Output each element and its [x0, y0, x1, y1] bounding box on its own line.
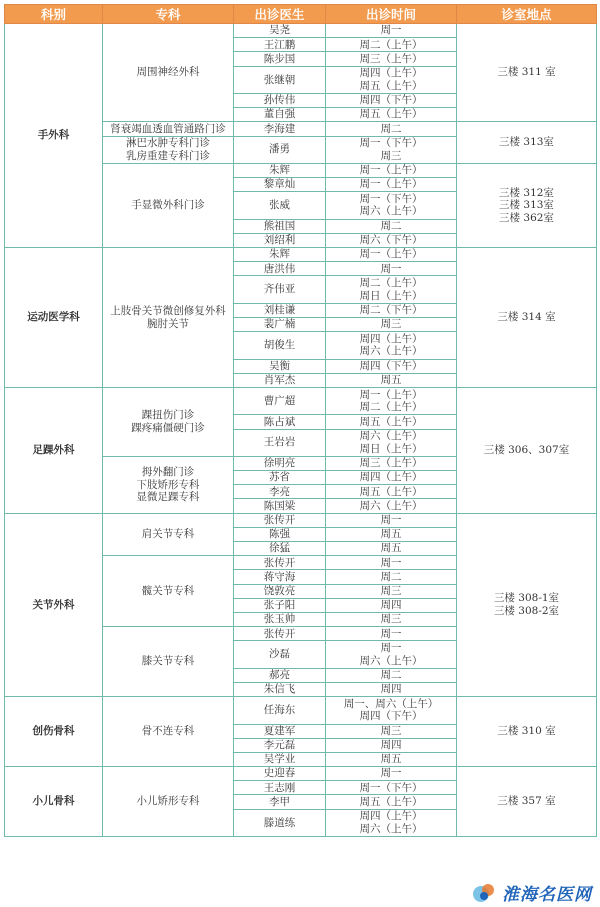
time-cell: [326, 248, 457, 262]
doctor-cell: 徐明亮: [234, 456, 326, 470]
text-line: 周三（上午）: [359, 52, 423, 65]
department-cell: 足踝外科: [5, 387, 103, 513]
text-line: 周一: [380, 627, 402, 640]
text-line: 周三: [380, 149, 402, 162]
time-cell: [326, 38, 457, 52]
text-line: 周二（上午）: [359, 401, 423, 414]
text-line: 周四（上午）: [359, 810, 423, 823]
specialty-cell: [103, 697, 234, 767]
time-cell: [326, 415, 457, 429]
time-cell: [326, 697, 457, 724]
doctor-cell: 夏建军: [234, 724, 326, 738]
specialty-cell: [103, 456, 234, 513]
room-cell: [457, 387, 597, 513]
doctor-cell: 肖军杰: [234, 373, 326, 387]
text-line: 周五（上午）: [359, 795, 423, 808]
time-cell: [326, 556, 457, 570]
table-row: [5, 697, 597, 724]
doctor-cell: 李海建: [234, 122, 326, 136]
doctor-cell: 潘勇: [234, 136, 326, 163]
doctor-cell: 刘桂谦: [234, 303, 326, 317]
doctor-cell: 陈强: [234, 527, 326, 541]
room-cell: [457, 163, 597, 247]
text-line: 周一: [380, 24, 402, 37]
room-cell: [457, 122, 597, 164]
text-line: 周五（上午）: [359, 108, 423, 121]
doctor-cell: 王志刚: [234, 781, 326, 795]
specialty-cell: [103, 513, 234, 556]
text-line: 三楼 306、307室: [483, 444, 570, 457]
text-line: 周六（上午）: [359, 205, 423, 218]
table-row: [5, 767, 597, 781]
text-line: 周四: [380, 599, 402, 612]
text-line: 周一: [380, 556, 402, 569]
header-room: 诊室地点: [457, 5, 597, 24]
time-cell: [326, 332, 457, 359]
text-line: 腕肘关节: [147, 317, 189, 330]
header-doctor: 出诊医生: [234, 5, 326, 24]
doctor-cell: 朱辉: [234, 248, 326, 262]
text-line: 周六（上午）: [359, 654, 423, 667]
text-line: 周三: [380, 613, 402, 626]
doctor-cell: 唐洪伟: [234, 262, 326, 276]
text-line: 周六（上午）: [359, 822, 423, 835]
text-line: 周五: [380, 542, 402, 555]
text-line: 周六（上午）: [359, 345, 423, 358]
doctor-cell: 朱辉: [234, 163, 326, 177]
doctor-cell: 史迎春: [234, 767, 326, 781]
doctor-cell: 刘绍利: [234, 233, 326, 247]
time-cell: [326, 627, 457, 641]
text-line: 周围神经外科: [136, 66, 200, 79]
time-cell: [326, 584, 457, 598]
schedule-body: [5, 24, 597, 837]
time-cell: [326, 767, 457, 781]
time-cell: [326, 471, 457, 485]
time-cell: [326, 668, 457, 682]
text-line: 周四（下午）: [359, 710, 423, 723]
time-cell: [326, 178, 457, 192]
doctor-cell: 裴广楠: [234, 318, 326, 332]
time-cell: [326, 612, 457, 626]
text-line: 踝疼痛僵硬门诊: [131, 421, 205, 434]
header-department: 科别: [5, 5, 103, 24]
text-line: 周六（下午）: [359, 234, 423, 247]
header-row: [5, 5, 597, 24]
text-line: 周日（上午）: [359, 289, 423, 302]
time-cell: [326, 136, 457, 163]
specialty-cell: [103, 163, 234, 247]
text-line: 周一: [380, 767, 402, 780]
time-cell: [326, 192, 457, 219]
text-line: 周二（下午）: [359, 304, 423, 317]
text-line: 周一（上午）: [359, 248, 423, 261]
doctor-cell: 胡俊生: [234, 332, 326, 359]
doctor-cell: 滕道练: [234, 809, 326, 836]
text-line: 周一: [380, 642, 402, 655]
text-line: 周六（上午）: [359, 430, 423, 443]
text-line: 周二: [380, 220, 402, 233]
text-line: 周六（上午）: [359, 499, 423, 512]
text-line: 周二（上午）: [359, 38, 423, 51]
text-line: 周五: [380, 374, 402, 387]
text-line: 周五: [380, 753, 402, 766]
text-line: 踝扭伤门诊: [141, 409, 195, 422]
doctor-cell: 朱信飞: [234, 682, 326, 696]
time-cell: [326, 752, 457, 766]
time-cell: [326, 108, 457, 122]
text-line: 三楼 313室: [499, 136, 554, 149]
department-cell: 运动医学科: [5, 248, 103, 388]
time-cell: [326, 276, 457, 303]
text-line: 周一（上午）: [359, 164, 423, 177]
text-line: 周一（上午）: [359, 388, 423, 401]
time-cell: [326, 485, 457, 499]
department-cell: 关节外科: [5, 513, 103, 696]
time-cell: [326, 809, 457, 836]
doctor-cell: 齐伟亚: [234, 276, 326, 303]
time-cell: [326, 24, 457, 38]
time-cell: [326, 499, 457, 513]
doctor-cell: 陈国梁: [234, 499, 326, 513]
specialty-cell: [103, 387, 234, 456]
text-line: 周一（下午）: [359, 137, 423, 150]
doctor-cell: 张子阳: [234, 598, 326, 612]
watermark-text: 淮海名医网: [502, 884, 592, 905]
room-cell: [457, 24, 597, 122]
doctor-cell: 沙磊: [234, 641, 326, 668]
time-cell: [326, 513, 457, 527]
text-line: 三楼 314 室: [497, 311, 556, 324]
doctor-cell: 王岩岩: [234, 429, 326, 456]
time-cell: [326, 795, 457, 809]
doctor-cell: 徐猛: [234, 542, 326, 556]
doctor-cell: 黎章灿: [234, 178, 326, 192]
text-line: 周四: [380, 683, 402, 696]
time-cell: [326, 163, 457, 177]
specialty-cell: [103, 767, 234, 837]
room-cell: [457, 513, 597, 696]
text-line: 肾衰竭血透血管通路门诊: [110, 122, 226, 135]
doctor-cell: 张传开: [234, 627, 326, 641]
text-line: 三楼 313室: [499, 199, 554, 212]
doctor-cell: 张传开: [234, 556, 326, 570]
text-line: 周五: [380, 528, 402, 541]
text-line: 髋关节专科: [141, 584, 195, 597]
doctor-cell: 陈步国: [234, 52, 326, 66]
text-line: 显微足踝专科: [136, 491, 200, 504]
doctor-cell: 曹广超: [234, 387, 326, 414]
text-line: 三楼 311 室: [497, 66, 556, 79]
text-line: 周日（上午）: [359, 442, 423, 455]
text-line: 三楼 310 室: [497, 725, 556, 738]
table-row: [5, 387, 597, 414]
time-cell: [326, 781, 457, 795]
text-line: 手显微外科门诊: [131, 199, 205, 212]
text-line: 三楼 362室: [499, 211, 554, 224]
doctor-cell: 李亮: [234, 485, 326, 499]
watermark: [470, 879, 592, 905]
text-line: 周五（上午）: [359, 79, 423, 92]
room-cell: [457, 697, 597, 767]
doctor-cell: 吴衡: [234, 359, 326, 373]
text-line: 周一、周六（上午）: [343, 697, 439, 710]
doctor-cell: 张威: [234, 192, 326, 219]
text-line: 三楼 308-1室: [493, 592, 560, 605]
text-line: 淋巴水肿专科门诊: [126, 137, 210, 150]
doctor-cell: 李元磊: [234, 738, 326, 752]
time-cell: [326, 262, 457, 276]
text-line: 三楼 308-2室: [493, 604, 560, 617]
text-line: 周五（上午）: [359, 485, 423, 498]
doctor-cell: 蒋守海: [234, 570, 326, 584]
doctor-cell: 陈占斌: [234, 415, 326, 429]
time-cell: [326, 359, 457, 373]
text-line: 周一（下午）: [359, 192, 423, 205]
time-cell: [326, 318, 457, 332]
table-row: [5, 248, 597, 262]
text-line: 周一（上午）: [359, 178, 423, 191]
time-cell: [326, 122, 457, 136]
specialty-cell: [103, 248, 234, 388]
department-cell: 创伤骨科: [5, 697, 103, 767]
time-cell: [326, 387, 457, 414]
text-line: 乳房重建专科门诊: [126, 149, 210, 162]
text-line: 周一: [380, 514, 402, 527]
text-line: 周五（上午）: [359, 415, 423, 428]
text-line: 周二: [380, 570, 402, 583]
text-line: 周四（上午）: [359, 471, 423, 484]
doctor-cell: 吴学业: [234, 752, 326, 766]
time-cell: [326, 598, 457, 612]
text-line: 周二: [380, 122, 402, 135]
time-cell: [326, 641, 457, 668]
time-cell: [326, 429, 457, 456]
schedule-table: [4, 4, 597, 837]
specialty-cell: [103, 122, 234, 136]
doctor-cell: 任海东: [234, 697, 326, 724]
text-line: 周三: [380, 724, 402, 737]
logo-icon: [470, 880, 500, 904]
table-row: [5, 24, 597, 38]
time-cell: [326, 373, 457, 387]
text-line: 周四（上午）: [359, 67, 423, 80]
text-line: 拇外翻门诊: [141, 466, 195, 479]
time-cell: [326, 93, 457, 107]
department-cell: 手外科: [5, 24, 103, 248]
doctor-cell: 王江鹏: [234, 38, 326, 52]
text-line: 上肢骨关节微创修复外科: [110, 305, 226, 317]
text-line: 周二（上午）: [359, 277, 423, 290]
text-line: 周二: [380, 669, 402, 682]
time-cell: [326, 724, 457, 738]
header-specialty: 专科: [103, 5, 234, 24]
text-line: 周一: [380, 262, 402, 275]
text-line: 周四: [380, 739, 402, 752]
doctor-cell: 饶敦亮: [234, 584, 326, 598]
text-line: 周四（下午）: [359, 359, 423, 372]
header-time: 出诊时间: [326, 5, 457, 24]
text-line: 周一（下午）: [359, 781, 423, 794]
doctor-cell: 郝亮: [234, 668, 326, 682]
doctor-cell: 张继朝: [234, 66, 326, 93]
time-cell: [326, 219, 457, 233]
table-row: [5, 513, 597, 527]
time-cell: [326, 570, 457, 584]
text-line: 膝关节专科: [141, 655, 195, 668]
doctor-cell: 李甲: [234, 795, 326, 809]
specialty-cell: [103, 556, 234, 627]
doctor-cell: 董自强: [234, 108, 326, 122]
time-cell: [326, 682, 457, 696]
specialty-cell: [103, 136, 234, 163]
specialty-cell: [103, 24, 234, 122]
specialty-cell: [103, 627, 234, 697]
doctor-cell: 张传开: [234, 513, 326, 527]
doctor-cell: 苏省: [234, 471, 326, 485]
time-cell: [326, 738, 457, 752]
department-cell: 小儿骨科: [5, 767, 103, 837]
room-cell: [457, 248, 597, 388]
time-cell: [326, 52, 457, 66]
text-line: 三楼 357 室: [497, 795, 556, 808]
text-line: 骨不连专科: [141, 725, 195, 738]
time-cell: [326, 542, 457, 556]
doctor-cell: 熊祖国: [234, 219, 326, 233]
doctor-cell: 吴尧: [234, 24, 326, 38]
doctor-cell: 孙传伟: [234, 93, 326, 107]
text-line: 三楼 312室: [499, 186, 554, 199]
text-line: 周三（上午）: [359, 457, 423, 470]
time-cell: [326, 303, 457, 317]
doctor-cell: 张玉帅: [234, 612, 326, 626]
text-line: 周三: [380, 318, 402, 331]
text-line: 下肢矫形专科: [136, 478, 200, 491]
room-cell: [457, 767, 597, 837]
text-line: 肩关节专科: [141, 528, 195, 541]
text-line: 周四（下午）: [359, 94, 423, 107]
text-line: 周四（上午）: [359, 332, 423, 345]
time-cell: [326, 527, 457, 541]
time-cell: [326, 233, 457, 247]
time-cell: [326, 66, 457, 93]
text-line: 周三: [380, 584, 402, 597]
text-line: 小儿矫形专科: [136, 795, 200, 808]
time-cell: [326, 456, 457, 470]
